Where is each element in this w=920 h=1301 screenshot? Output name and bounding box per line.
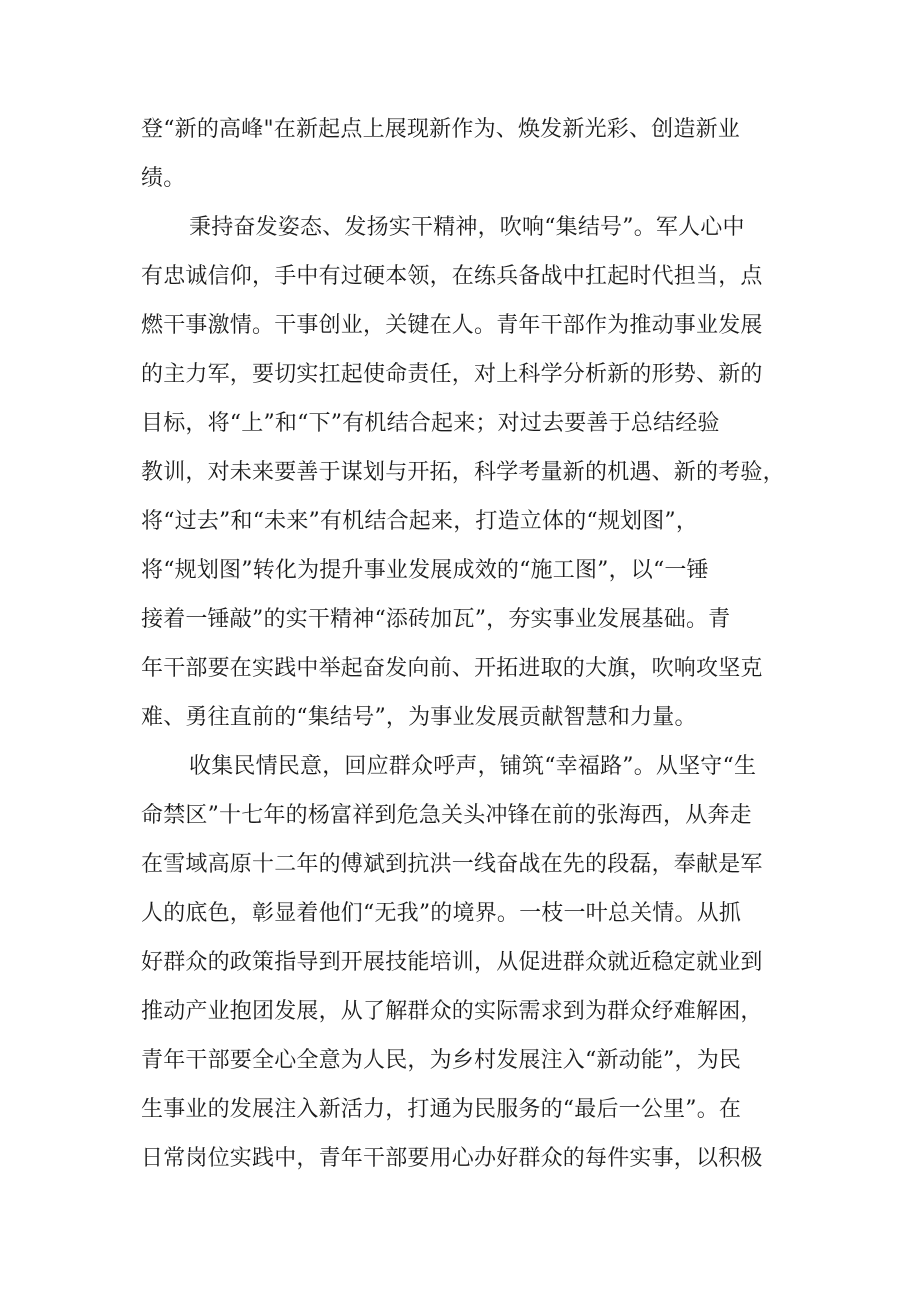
text-line: 的主力军，要切实扛起使命责任，对上科学分析新的形势、新的 bbox=[141, 362, 763, 387]
text-line: 绩。 bbox=[141, 166, 186, 191]
text-line: 将“过去”和“未来”有机结合起来，打造立体的“规划图”， bbox=[141, 509, 699, 534]
text-line: 好群众的政策指导到开展技能培训，从促进群众就近稳定就业到 bbox=[141, 950, 763, 975]
text-line: 推动产业抱团发展，从了解群众的实际需求到为群众纾难解困， bbox=[141, 999, 763, 1024]
text-line: 有忠诚信仰，手中有过硬本领，在练兵备战中扛起时代担当，点 bbox=[141, 264, 763, 289]
text-line: 接着一锤敲”的实干精神“添砖加瓦”，夯实事业发展基础。青 bbox=[141, 607, 731, 632]
text-line: 登“新的高峰"在新起点上展现新作为、焕发新光彩、创造新业 bbox=[141, 117, 740, 142]
text-line: 目标，将“上”和“下”有机结合起来；对过去要善于总结经验 bbox=[141, 411, 720, 436]
text-line: 燃干事激情。干事创业，关键在人。青年干部作为推动事业发展 bbox=[141, 313, 763, 338]
text-line: 在雪域高原十二年的傅斌到抗洪一线奋战在先的段磊，奉献是军 bbox=[141, 852, 763, 877]
text-line: 青年干部要全心全意为人民，为乡村发展注入“新动能”，为民 bbox=[141, 1048, 742, 1073]
text-line: 年干部要在实践中举起奋发向前、开拓进取的大旗，吹响攻坚克 bbox=[141, 656, 763, 681]
paragraph-first-line: 收集民情民意，回应群众呼声，铺筑“幸福路”。从坚守“生 bbox=[189, 754, 757, 779]
text-line: 日常岗位实践中，青年干部要用心办好群众的每件实事，以积极 bbox=[141, 1146, 763, 1171]
text-line: 教训，对未来要善于谋划与开拓，科学考量新的机遇、新的考验， bbox=[141, 460, 785, 485]
text-line: 难、勇往直前的“集结号”，为事业发展贡献智慧和力量。 bbox=[141, 705, 697, 730]
text-line: 生事业的发展注入新活力，打通为民服务的“最后一公里”。在 bbox=[141, 1097, 742, 1122]
text-line: 将“规划图”转化为提升事业发展成效的“施工图”，以“一锤 bbox=[141, 558, 709, 583]
paragraph-first-line: 秉持奋发姿态、发扬实干精神，吹响“集结号”。军人心中 bbox=[189, 215, 745, 240]
text-line: 命禁区”十七年的杨富祥到危急关头冲锋在前的张海西，从奔走 bbox=[141, 803, 752, 828]
text-line: 人的底色，彰显着他们“无我”的境界。一枝一叶总关情。从抓 bbox=[141, 901, 742, 926]
